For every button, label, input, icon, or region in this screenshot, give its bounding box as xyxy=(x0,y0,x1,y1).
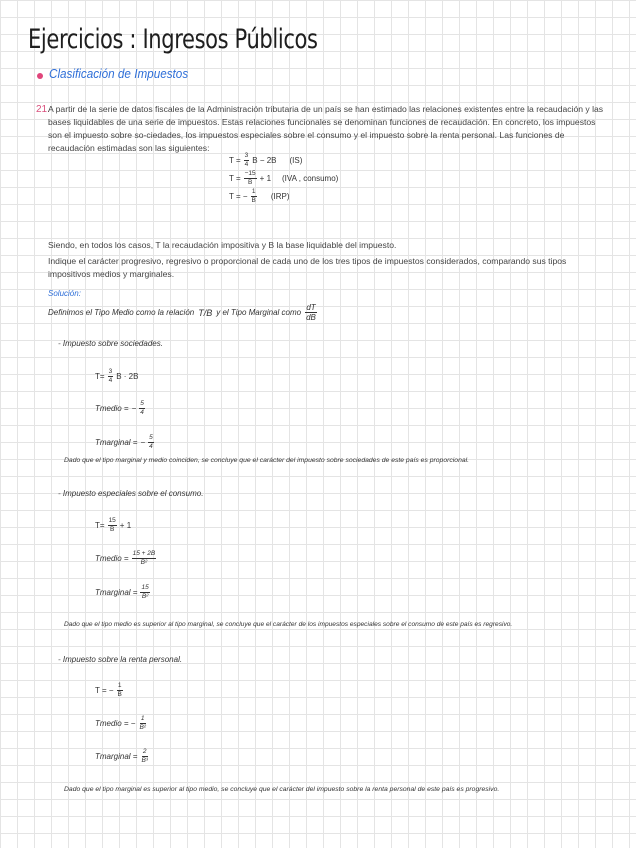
eq-lhs: T = xyxy=(229,174,241,183)
case-conclusion: Dado que el tipo marginal y medio coinciden, se concluye que el carácter del impuesto sobre sociedades de este país es proporcional. xyxy=(64,457,470,464)
eq-label: (IVA , consumo) xyxy=(282,174,339,183)
page-title: Ejercicios : Ingresos Públicos xyxy=(28,24,318,55)
derivative-fraction: $\frac{dT}{dB}$ xyxy=(306,303,316,322)
eq-fraction: $\frac{1}{B}$ xyxy=(251,188,256,204)
given-equation-irp xyxy=(229,188,290,205)
case-equation-medio: Tmedio = − $\frac{5}{4}$ xyxy=(95,400,144,416)
case-conclusion: Dado que el tipo marginal es superior al tipo medio, se concluye que el carácter del impuesto sobre la renta personal de este país es progresivo. xyxy=(64,786,500,793)
case-equation-t: T = − $\frac{1}{B}$ xyxy=(95,682,122,698)
problem-question: Indique el carácter progresivo, regresivo o proporcional de cada uno de los tres tipos de impuestos considerados, comparando sus tipos impositivos medios y marginales. xyxy=(48,256,567,279)
case-equation-marginal: Tmarginal = $\frac{2}{\text{B³}}$ xyxy=(95,748,148,764)
bullet-icon xyxy=(37,73,43,79)
problem-statement: A partir de la serie de datos fiscales de la Administración tributaria de un país se han estimado las relaciones existentes entre la recaudación y las bases liquidables de una serie de impuestos. Estas relaciones funcionales se denominan funciones de recaudación. En concreto, los impuestos son el impuesto sobre so-ciedades, los impuestos especiales sobre el consumo y el impuesto sobre la renta personal. Las funciones de recaudación estimadas son las siguientes: xyxy=(48,104,604,153)
case-equation-medio: Tmedio = $\frac{15 + 2B}{\text{B²}}$ xyxy=(95,550,156,566)
eq-fraction: $\frac{3}{4}$ xyxy=(244,152,249,168)
eq-label: (IRP) xyxy=(270,192,290,201)
eq-rest: + 1 xyxy=(259,174,272,183)
eq-fraction: $\frac{-15}{B}$ xyxy=(244,170,256,186)
eq-rest: B − 2B xyxy=(252,156,277,165)
eq-lhs: T = xyxy=(229,156,241,165)
case-equation-marginal: Tmarginal = − $\frac{5}{4}$ xyxy=(95,434,153,450)
eq-lhs: T = − xyxy=(229,192,248,201)
case-equation-t: T= $\frac{3}{4}$ B · 2B xyxy=(95,368,139,384)
case-equation-medio: Tmedio = − $\frac{1}{\text{B²}}$ xyxy=(95,715,146,731)
given-equation-iva xyxy=(229,170,338,187)
case-equation-marginal: Tmarginal = $\frac{15}{\text{B²}}$ xyxy=(95,584,149,600)
case-heading: - Impuesto sobre la renta personal. xyxy=(58,655,183,664)
problem-definitions: Siendo, en todos los casos, T la recaudación impositiva y B la base liquidable del impuesto. xyxy=(48,240,397,250)
definition-ratio: T/B xyxy=(198,307,213,318)
case-heading: - Impuesto especiales sobre el consumo. xyxy=(58,489,204,498)
solution-label: Solución: xyxy=(48,289,81,298)
solution-definition xyxy=(48,303,317,322)
section-heading: Clasificación de Impuestos xyxy=(49,66,189,81)
eq-label: (IS) xyxy=(289,156,303,165)
given-equation-is xyxy=(229,152,302,169)
problem-number: 21. xyxy=(36,104,50,115)
definition-text-a: Definimos el Tipo Medio como la relación xyxy=(48,308,195,317)
case-equation-t: T= $\frac{15}{B}$ + 1 xyxy=(95,517,132,533)
case-heading: - Impuesto sobre sociedades. xyxy=(58,339,163,348)
case-conclusion: Dado que el tipo medio es superior al tipo marginal, se concluye que el carácter de los impuestos especiales sobre el consumo de este país es regresivo. xyxy=(64,621,513,628)
definition-text-b: y el Tipo Marginal como xyxy=(216,308,302,317)
